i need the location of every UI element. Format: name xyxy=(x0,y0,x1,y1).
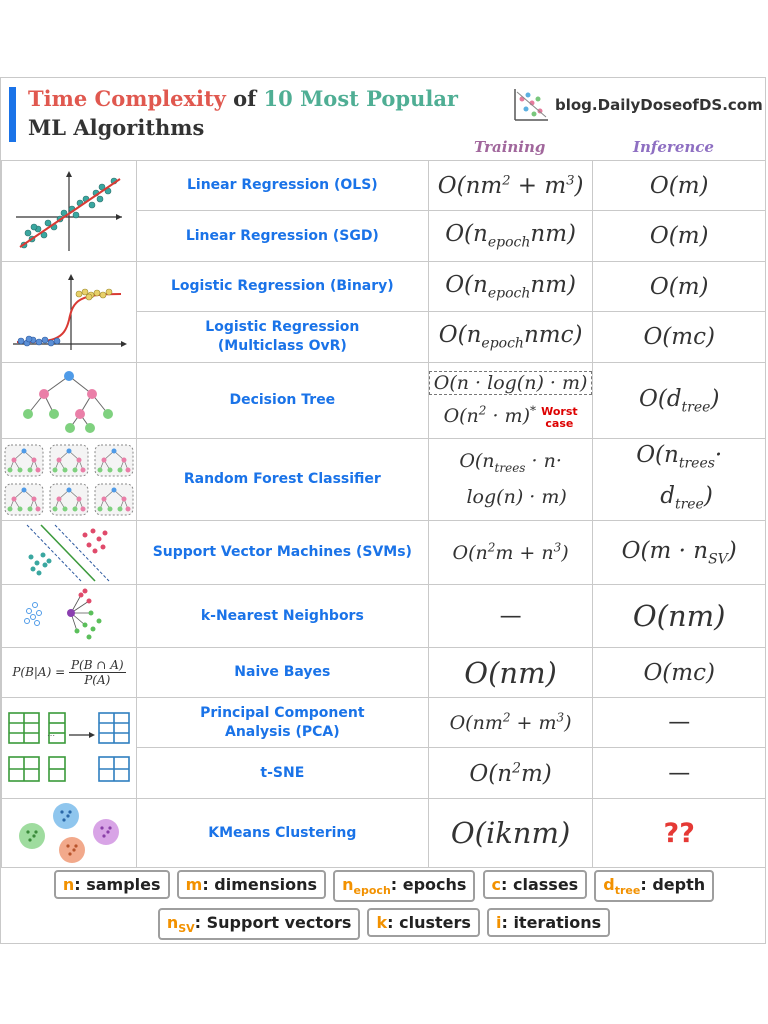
legend-row-1 xyxy=(0,870,768,902)
page-title-line2: ML Algorithms xyxy=(28,115,205,140)
dimensionality-reduction-illustration xyxy=(2,698,137,799)
legend-row-2 xyxy=(0,908,768,940)
svg-text:⋯: ⋯ xyxy=(46,731,55,741)
training-complexity: $O(n_{trees} \cdot n\cdot$ log(n) · m) xyxy=(454,449,567,509)
page-title: Time Complexity of 10 Most Popular xyxy=(28,86,458,111)
algorithm-name: Logistic Regression (Binary) xyxy=(136,262,428,312)
inference-complexity: — xyxy=(668,760,691,786)
algorithm-name: Naive Bayes xyxy=(136,648,428,698)
legend-chip-dimensions: m: dimensions xyxy=(177,870,326,899)
table-row xyxy=(2,262,766,312)
training-complexity: — xyxy=(499,603,522,629)
linear-regression-illustration xyxy=(2,161,137,262)
algorithm-name: Linear Regression (OLS) xyxy=(136,161,428,211)
algorithm-name: Logistic Regression (Multiclass OvR) xyxy=(136,312,428,363)
inference-complexity: O(m) xyxy=(649,172,709,199)
decision-tree-illustration xyxy=(2,363,137,439)
bayes-formula: P(B|A) = $\frac{P(B \cap A)}{P(A)}$ xyxy=(2,648,137,698)
algorithm-name: Decision Tree xyxy=(136,363,428,439)
table-row xyxy=(2,648,766,698)
inference-complexity: $O(m \cdot n_{SV})$ xyxy=(621,537,737,568)
complexity-table xyxy=(1,160,766,868)
training-complexity: $O(n^2m)$ xyxy=(469,759,552,787)
inference-complexity: $O(n_{trees}\cdot$ $d_{tree}$) xyxy=(636,442,723,513)
training-complexity: O(nm) xyxy=(464,655,557,690)
legend-chip-epochs: $n_{epoch}$: epochs xyxy=(333,870,475,902)
table-row xyxy=(2,698,766,748)
legend-chip-samples: n: samples xyxy=(54,870,170,899)
inference-column-header: Inference xyxy=(633,138,714,156)
table-row xyxy=(2,363,766,439)
legend-chip-iterations: i: iterations xyxy=(487,908,610,937)
random-forest-illustration xyxy=(2,439,137,521)
inference-complexity: — xyxy=(668,710,691,736)
logistic-regression-illustration xyxy=(2,262,137,363)
title-accent-bar xyxy=(9,87,16,142)
legend-chip-classes: c: classes xyxy=(483,870,588,899)
training-column-header: Training xyxy=(474,138,546,156)
training-complexity: $O(n_{epoch}nmc)$ xyxy=(438,322,583,352)
algorithm-name: t-SNE xyxy=(136,748,428,799)
algorithm-name: KMeans Clustering xyxy=(136,799,428,868)
table-row xyxy=(2,439,766,521)
training-complexity: O(n · log(n) · m) xyxy=(429,371,593,395)
chart-logo-icon xyxy=(512,87,550,123)
site-url: blog.DailyDoseofDS.com xyxy=(555,96,763,114)
inference-complexity: O(m) xyxy=(649,223,709,249)
kmeans-illustration xyxy=(2,799,137,868)
legend-chip-clusters: k: clusters xyxy=(367,908,479,937)
inference-complexity: ?? xyxy=(663,817,695,849)
training-complexity: O(iknm) xyxy=(450,816,571,851)
algorithm-name: k-Nearest Neighbors xyxy=(136,585,428,648)
inference-complexity: O(nm) xyxy=(632,599,726,634)
legend-chip-support-vectors: $n_{SV}$: Support vectors xyxy=(158,908,361,940)
training-complexity: $O(nm^2 + m^3)$ xyxy=(449,711,572,735)
algorithm-name: Principal Component Analysis (PCA) xyxy=(136,698,428,748)
algorithm-name: Support Vector Machines (SVMs) xyxy=(136,521,428,585)
table-row xyxy=(2,799,766,868)
table-row xyxy=(2,585,766,648)
table-row xyxy=(2,161,766,211)
inference-complexity: O(mc) xyxy=(643,659,715,686)
training-complexity: $O(n_{epoch}nm)$ xyxy=(445,271,576,302)
training-complexity: $O(nm^2 + m^3)$ xyxy=(437,172,584,199)
inference-complexity: $O(d_{tree})$ xyxy=(638,385,720,416)
knn-illustration xyxy=(2,585,137,648)
inference-complexity: O(m) xyxy=(649,273,709,300)
table-row xyxy=(2,521,766,585)
svm-illustration xyxy=(2,521,137,585)
inference-complexity: O(mc) xyxy=(643,324,715,350)
algorithm-name: Linear Regression (SGD) xyxy=(136,211,428,262)
legend-chip-depth: $d_{tree}$: depth xyxy=(594,870,714,902)
training-complexity: $O(n_{epoch}nm)$ xyxy=(445,221,576,251)
training-complexity-worst: $O(n^2 \cdot m)^*$ xyxy=(443,404,536,428)
algorithm-name: Random Forest Classifier xyxy=(136,439,428,521)
training-complexity: $O(n^2m + n^3)$ xyxy=(452,541,569,565)
worst-case-note: Worst case xyxy=(541,404,578,430)
